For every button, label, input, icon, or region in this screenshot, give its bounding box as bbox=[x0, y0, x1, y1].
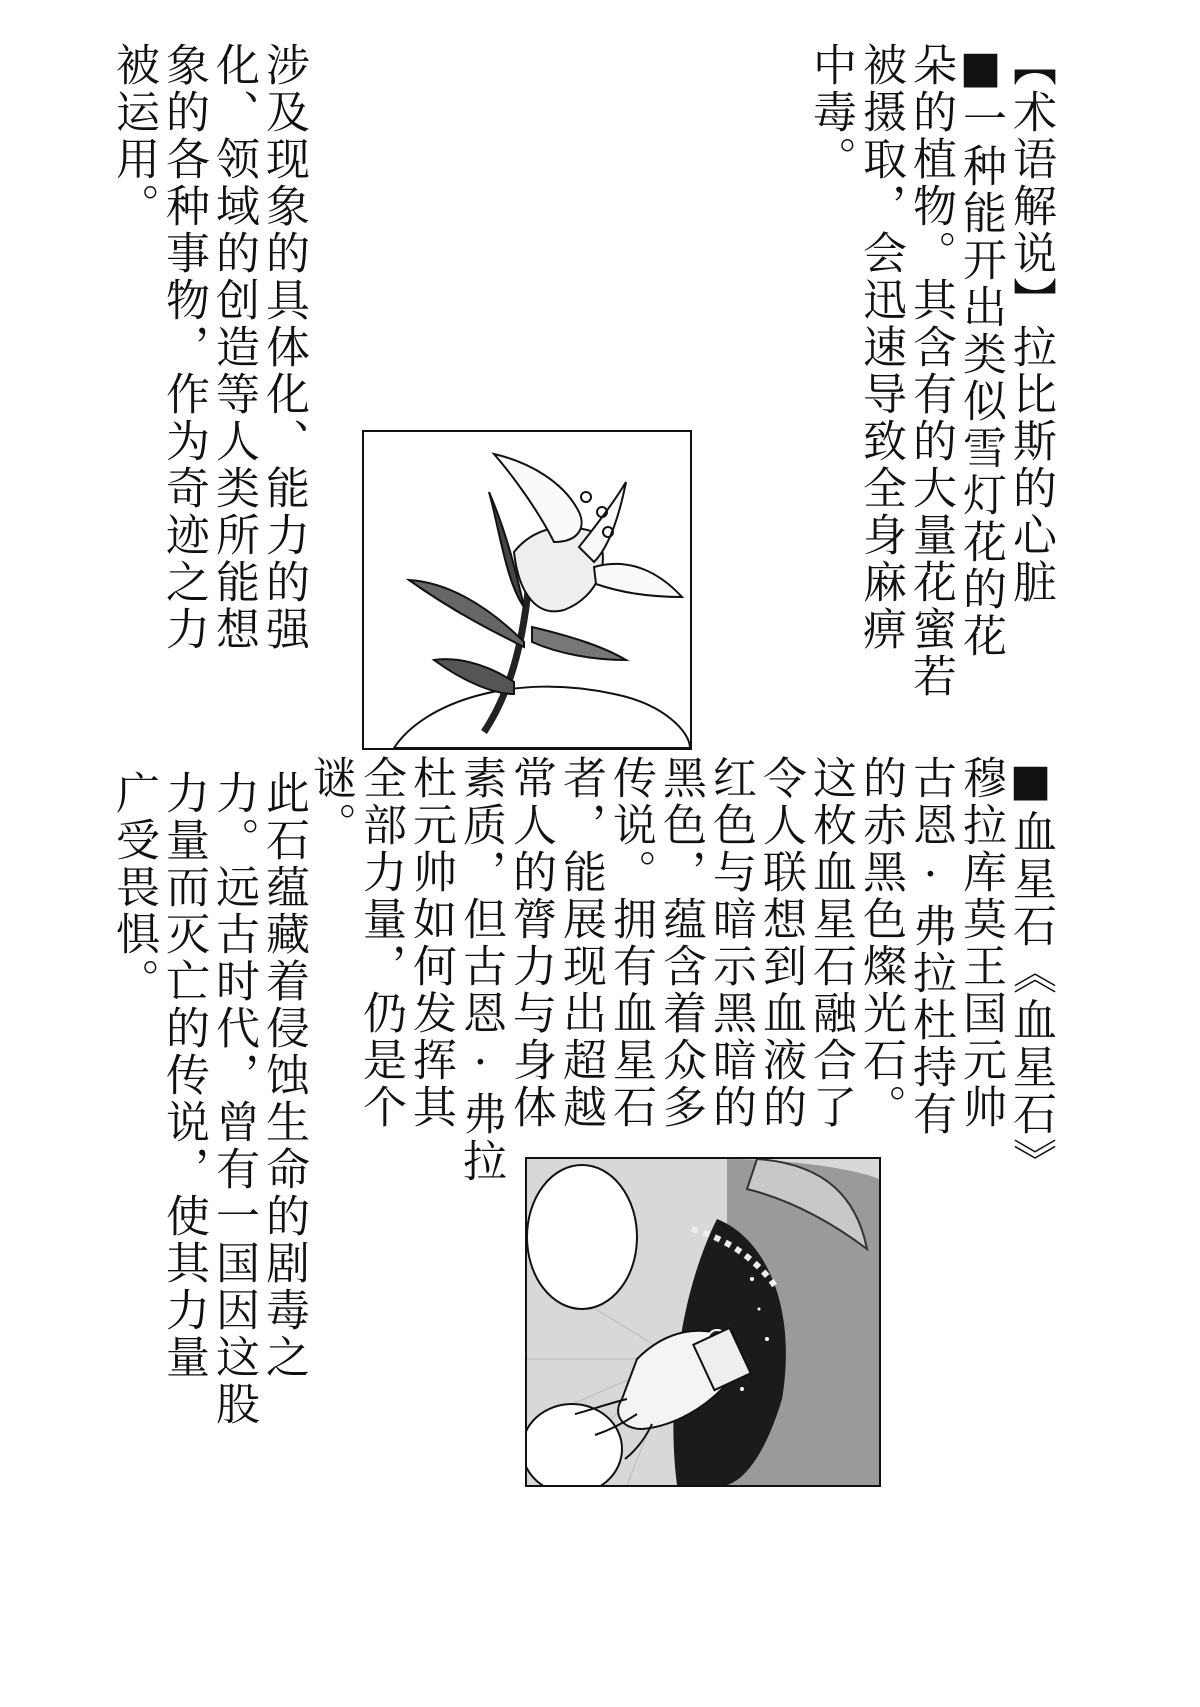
flower-drawing bbox=[364, 432, 690, 748]
entry-line: 素质，但古恩·弗拉 bbox=[455, 755, 506, 1185]
entry-line: 力量而灭亡的传说，使其力量 bbox=[158, 770, 209, 1381]
entry-line: 传说。拥有血星石 bbox=[605, 755, 656, 1131]
entry-line: 中毒。 bbox=[805, 42, 856, 183]
entry-line: 化、领域的创造等人类所能想 bbox=[208, 42, 259, 653]
entry-line: 被摄取，会迅速导致全身麻痹 bbox=[855, 42, 906, 653]
entry-line: 的赤黑色燦光石。 bbox=[855, 755, 906, 1131]
entry-line: 古恩·弗拉杜持有 bbox=[905, 755, 956, 1138]
entry-line: 广受畏惧。 bbox=[108, 770, 159, 1005]
entry-line: ■血星石《血星石》 bbox=[1005, 755, 1056, 1185]
entry-line: 令人联想到血液的 bbox=[755, 755, 806, 1131]
marshal-drawing bbox=[527, 1159, 879, 1485]
entry-line: 红色与暗示黑暗的 bbox=[705, 755, 756, 1131]
entry-line: 此石蕴藏着侵蚀生命的剧毒之 bbox=[258, 770, 309, 1381]
entry-line: 穆拉库莫王国元帅 bbox=[955, 755, 1006, 1131]
entry-line: 涉及现象的具体化、能力的强 bbox=[258, 42, 309, 653]
entry-line: 被运用。 bbox=[108, 42, 159, 230]
entry-line: 者，能展现出超越 bbox=[555, 755, 606, 1131]
entry-line: 这枚血星石融合了 bbox=[805, 755, 856, 1131]
marshal-hand-illustration bbox=[525, 1157, 881, 1487]
flower-illustration bbox=[362, 430, 692, 750]
entry-line: 朵的植物。其含有的大量花蜜若 bbox=[905, 42, 956, 700]
entry-line: 全部力量，仍是个 bbox=[355, 755, 406, 1131]
entry-line: 杜元帅如何发挥其 bbox=[405, 755, 456, 1131]
entry-line: 黑色，蕴含着众多 bbox=[655, 755, 706, 1131]
entry-line: 力。远古时代，曾有一国因这股 bbox=[208, 770, 259, 1428]
entry-line: 象的各种事物，作为奇迹之力 bbox=[158, 42, 209, 653]
entry-line: 【术语解说】拉比斯的心脏 bbox=[1005, 42, 1056, 606]
entry-line: 常人的膂力与身体 bbox=[505, 755, 556, 1131]
entry-line: ■一种能开出类似雪灯花的花 bbox=[955, 42, 1006, 660]
entry-line: 谜。 bbox=[305, 755, 356, 849]
